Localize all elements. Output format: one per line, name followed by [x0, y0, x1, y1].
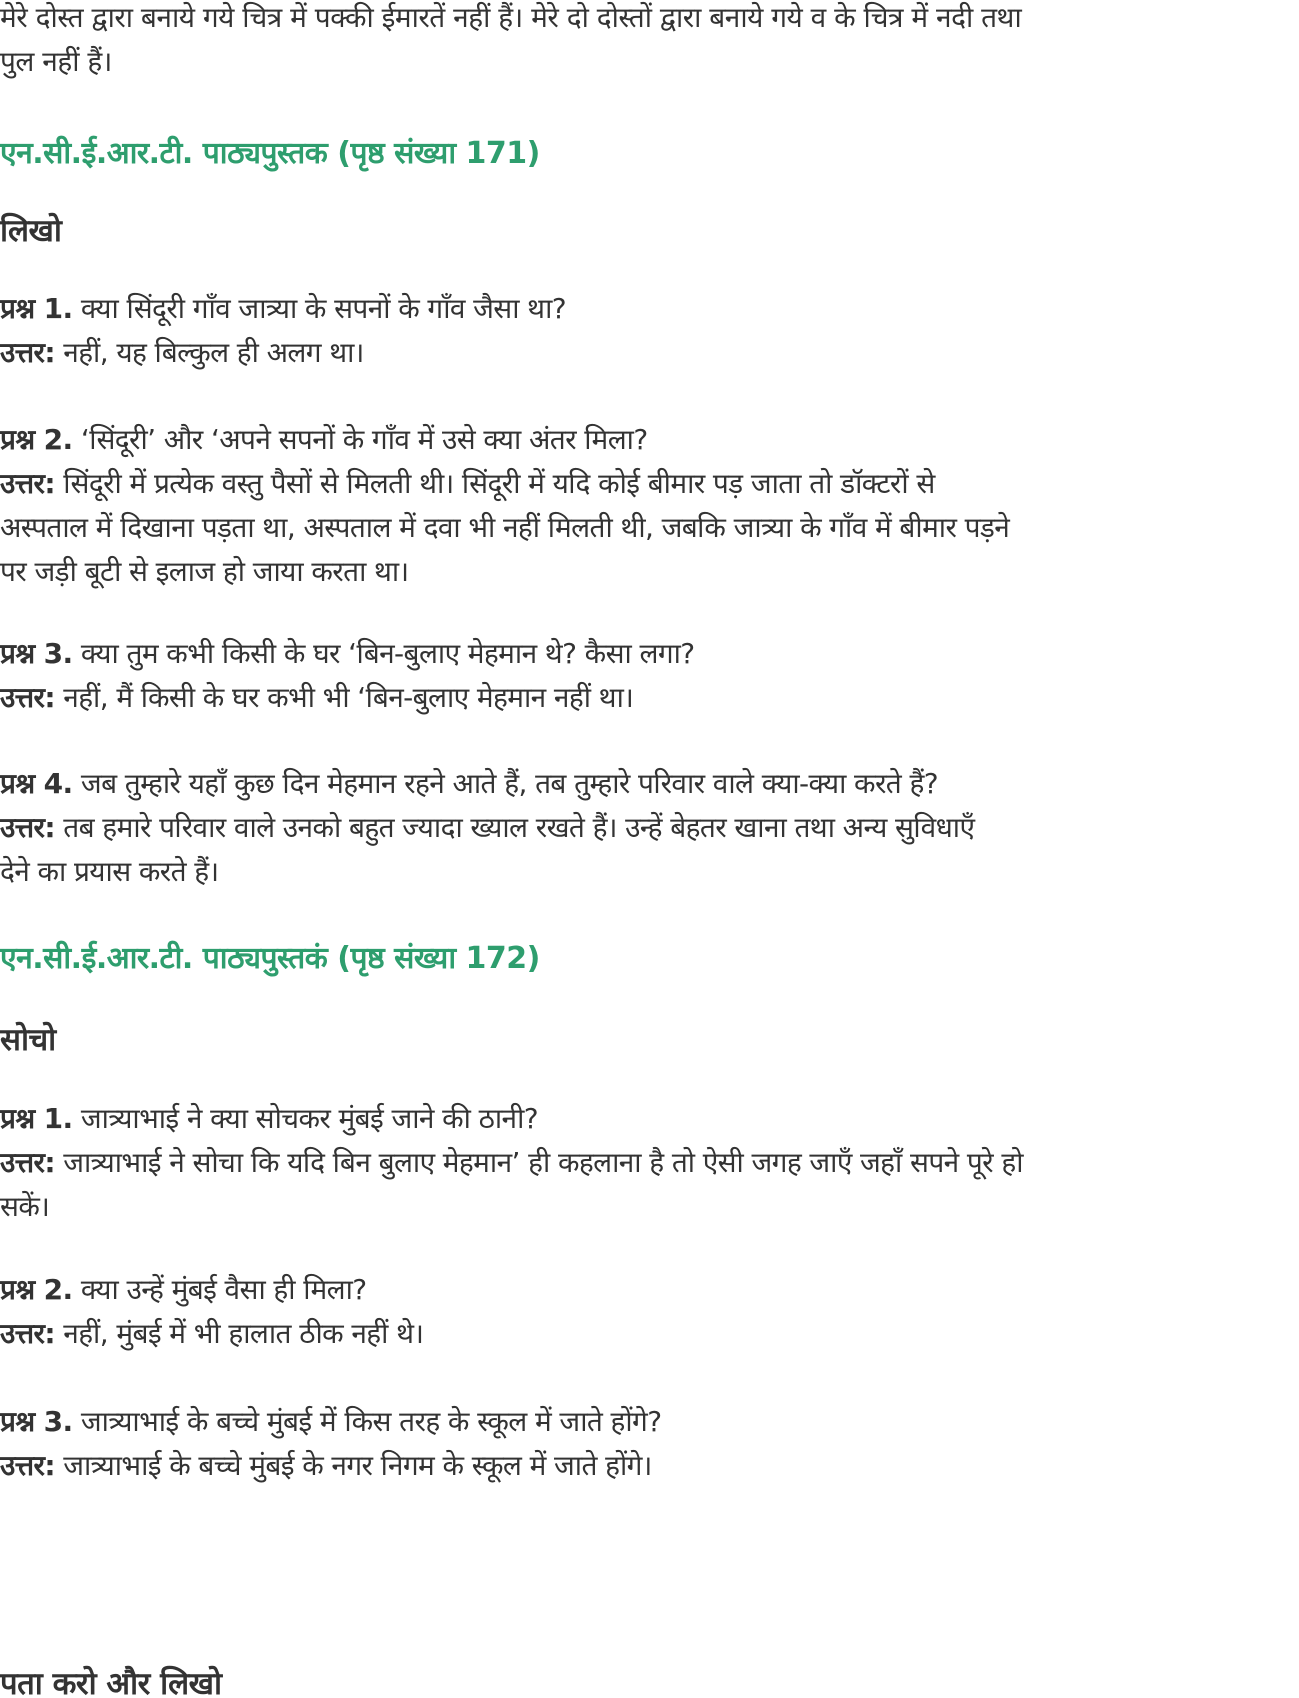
question-line [0, 1268, 1299, 1312]
question-text: क्या सिंदूरी गाँव जात्र्या के सपनों के गाँव जैसा था? [72, 292, 566, 325]
qa-block [0, 287, 1299, 375]
qa-block [0, 632, 1299, 720]
question-line [0, 287, 1299, 331]
answer-label: उत्तर: [0, 336, 55, 369]
question-line [0, 1097, 1299, 1141]
answer-line [0, 1141, 1299, 1185]
subheading-likho [0, 209, 1299, 253]
question-label: प्रश्न 3. [0, 1405, 73, 1438]
section-heading-page-172 [0, 937, 1299, 981]
answer-label: उत्तर: [0, 811, 55, 844]
answer-continuation: देने का प्रयास करते हैं। [0, 855, 219, 888]
question-line [0, 762, 1299, 806]
subheading-pata-karo [0, 1662, 1299, 1698]
question-text: जब तुम्हारे यहाँ कुछ दिन मेहमान रहने आते हैं, तब तुम्हारे परिवार वाले क्या-क्या करते हैं? [72, 767, 938, 800]
answer-line [0, 806, 1299, 850]
question-label: प्रश्न 1. [0, 1102, 73, 1135]
subheading-socho [0, 1018, 1299, 1062]
question-line [0, 418, 1299, 462]
answer-text: नहीं, मुंबई में भी हालात ठीक नहीं थे। [54, 1317, 424, 1350]
question-label: प्रश्न 2. [0, 423, 73, 456]
answer-line [0, 331, 1299, 375]
question-text: क्या तुम कभी किसी के घर ‘बिन-बुलाए मेहमान थे? कैसा लगा? [72, 637, 695, 670]
question-label: प्रश्न 4. [0, 767, 73, 800]
answer-text: जात्र्याभाई ने सोचा कि यदि बिन बुलाए मेहमान’ ही कहलाना है तो ऐसी जगह जाएँ जहाँ सपने पूरे हो [54, 1146, 1023, 1179]
answer-line [0, 676, 1299, 720]
answer-text: सिंदूरी में प्रत्येक वस्तु पैसों से मिलती थी। सिंदूरी में यदि कोई बीमार पड़ जाता तो डॉक्टरों से [54, 467, 935, 500]
question-label: प्रश्न 1. [0, 292, 73, 325]
answer-line [0, 1444, 1299, 1488]
answer-text: जात्र्याभाई के बच्चे मुंबई के नगर निगम के स्कूल में जाते होंगे। [54, 1449, 652, 1482]
answer-label: उत्तर: [0, 1449, 55, 1482]
answer-line [0, 1312, 1299, 1356]
question-text: ‘सिंदूरी’ और ‘अपने सपनों के गाँव में उसे क्या अंतर मिला? [72, 423, 648, 456]
qa-block [0, 762, 1299, 894]
intro-line-1: मेरे दोस्त द्वारा बनाये गये चित्र में पक्की ईमारतें नहीं हैं। मेरे दो दोस्तों द्वारा बनाये गये व के चित्र में नदी तथा [0, 1, 1022, 34]
answer-label: उत्तर: [0, 1317, 55, 1350]
answer-label: उत्तर: [0, 1146, 55, 1179]
subheading-text: लिखो [0, 213, 62, 249]
question-text: जात्र्याभाई के बच्चे मुंबई में किस तरह के स्कूल में जाते होंगे? [72, 1405, 662, 1438]
qa-block [0, 418, 1299, 594]
question-label: प्रश्न 3. [0, 637, 73, 670]
qa-block [0, 1268, 1299, 1356]
qa-block [0, 1400, 1299, 1488]
qa-block [0, 1097, 1299, 1229]
section-heading-text: एन.सी.ई.आर.टी. पाठ्यपुस्तक (पृष्ठ संख्या 171) [0, 136, 540, 171]
answer-label: उत्तर: [0, 681, 55, 714]
answer-line [0, 462, 1299, 506]
subheading-text: सोचो [0, 1022, 56, 1058]
answer-text: नहीं, यह बिल्कुल ही अलग था। [54, 336, 364, 369]
answer-continuation: पर जड़ी बूटी से इलाज हो जाया करता था। [0, 555, 409, 588]
question-line [0, 632, 1299, 676]
question-line [0, 1400, 1299, 1444]
question-label: प्रश्न 2. [0, 1273, 73, 1306]
answer-text: नहीं, मैं किसी के घर कभी भी ‘बिन-बुलाए मेहमान नहीं था। [54, 681, 634, 714]
subheading-text: पता करो और लिखो [0, 1666, 222, 1698]
answer-continuation: अस्पताल में दिखाना पड़ता था, अस्पताल में दवा भी नहीं मिलती थी, जबकि जात्र्या के गाँव में बीमार पड़ने [0, 511, 1010, 544]
intro-line-2: पुल नहीं हैं। [0, 45, 112, 78]
question-text: क्या उन्हें मुंबई वैसा ही मिला? [72, 1273, 367, 1306]
answer-label: उत्तर: [0, 467, 55, 500]
answer-continuation: सकें। [0, 1190, 50, 1223]
answer-text: तब हमारे परिवार वाले उनको बहुत ज्यादा ख्याल रखते हैं। उन्हें बेहतर खाना तथा अन्य सुविधाएँ [54, 811, 975, 844]
intro-paragraph [0, 0, 1299, 84]
question-text: जात्र्याभाई ने क्या सोचकर मुंबई जाने की ठानी? [72, 1102, 538, 1135]
section-heading-page-171 [0, 132, 1299, 176]
section-heading-text: एन.सी.ई.आर.टी. पाठ्यपुस्तकं (पृष्ठ संख्या 172) [0, 941, 540, 976]
